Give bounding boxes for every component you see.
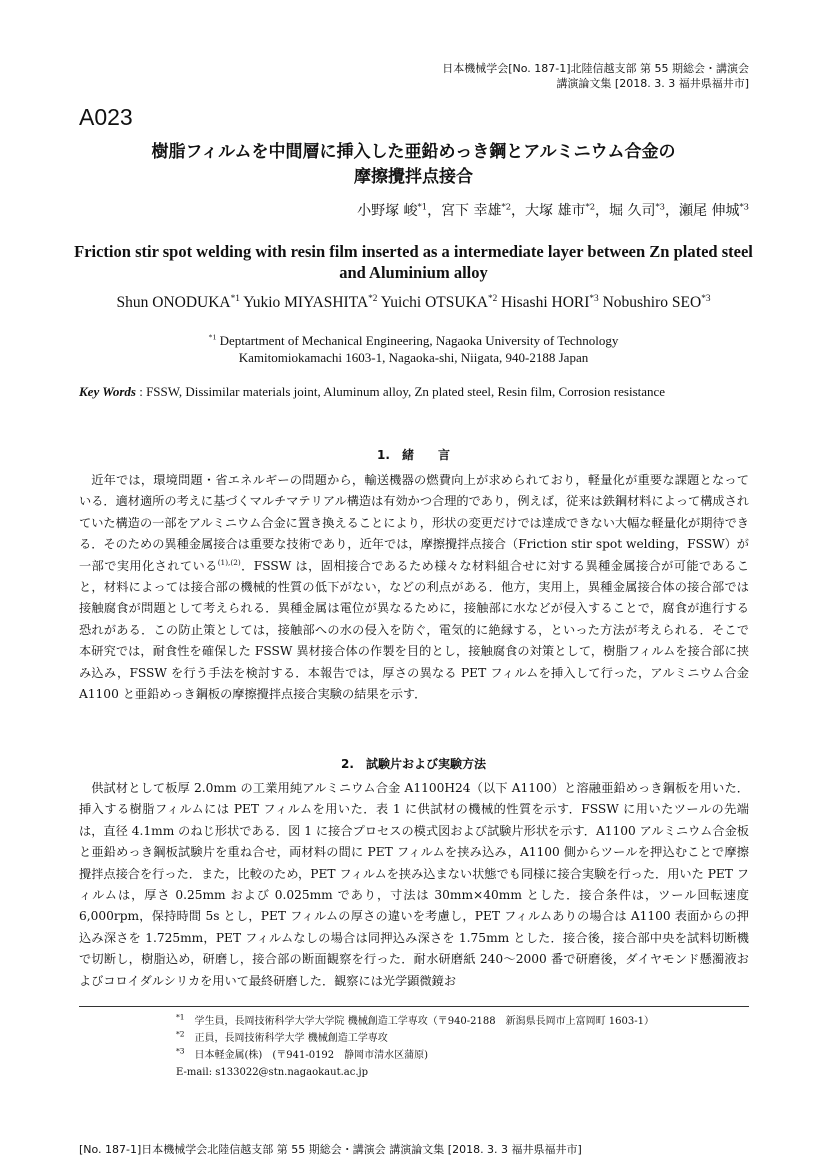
- author-en-mark: *2: [368, 293, 378, 304]
- author-ja-mark: *3: [739, 201, 749, 212]
- author-en-name: Yuichi OTSUKA: [380, 294, 488, 311]
- authors-en: [0, 294, 827, 312]
- author-ja-name: 堀 久司: [609, 203, 656, 219]
- running-header: [442, 61, 749, 91]
- author-ja-separator: ，: [595, 203, 610, 219]
- author-en-mark: *3: [589, 293, 599, 304]
- footnote-2: $^{*2}$ 正員，長岡技術科学大学 機械創造工学専攻: [176, 1029, 388, 1044]
- section-1-text-b: ．FSSW は，固相接合であるため様々な材料組合せに対する異種金属接合が可能であること，材料によっては接合部の機械的性質の低下がない，などの利点がある．他方，実用上，異種金属接合体の接合部では接触腐食が問題として考えられる．異種金属は電位が異なるために，接触部に水などが侵入することで，腐食が進行する恐れがある．この防止策としては，接触部への水の侵入を防ぐ，電気的に絶縁する，といった方法が考えられる．そこで本研究では，耐食性を確保した FSSW 異材接合体の作製を目的とし，接触腐食の対策として，樹脂フィルムを接合部に挟み込み，FSSW を行う手法を検討する．本報告では，厚さの異なる PET フィルムを挿入して行った，アルミニウム合金 A1100 と亜鉛めっき鋼板の摩擦攪拌点接合実験の結果を示す．: [79, 558, 750, 702]
- keywords-text: : FSSW, Dissimilar materials joint, Aluminum alloy, Zn plated steel, Resin film, Corrosion resistance: [135, 384, 666, 399]
- section-2-body: 供試材として板厚 2.0mm の工業用純アルミニウム合金 A1100H24（以下 A1100）と溶融亜鉛めっき鋼板を用いた．挿入する樹脂フィルムには PET フィルムを用いた．表 1 に供試材の機械的性質を示す．FSSW に用いたツールの先端は，直径 4.1mm のねじ形状である．図 1 に接合プロセスの模式図および試験片形状を示す．A1100 アルミニウム合金板と亜鉛めっき鋼板試験片を重ね合せ，両材料の間に PET フィルムを挟み込み，A1100 側からツールを押込むことで摩擦攪拌点接合を行った．また，比較のため，PET フィルムを挟み込まない状態でも同様に接合実験を行った．用いた PET フィルムは，厚さ 0.25mm および 0.025mm であり，寸法は 30mm×40mm とした．接合条件は，ツール回転速度 6,000rpm，保持時間 5s とし，PET フィルムの厚さの違いを考慮し，PET フィルムありの場合は A1100 表面からの押込み深さを 1.725mm，PET フィルムなしの場合は同押込み深さを 1.75mm とした．接合後，接合部中央を試料切断機で切断し，樹脂込め，研磨し，接合部の断面観察を行った．耐水研磨紙 240～2000 番で研磨後，ダイヤモンド懸濁液およびコロイダルシリカを用いて最終研磨した．観察には光学顕微鏡お: [79, 781, 749, 988]
- header-line-1: 日本機械学会[No. 187-1]北陸信越支部 第 55 期総会・講演会: [442, 62, 749, 75]
- author-ja-mark: *2: [501, 201, 512, 212]
- author-en-name: Nobushiro SEO: [602, 294, 702, 311]
- footnote-rule: [79, 1006, 749, 1007]
- footnote-3: $^{*3}$ 日本軽金属(株) (〒941-0192 静岡市清水区蒲原): [176, 1046, 429, 1061]
- author-ja-separator: ，: [665, 203, 680, 219]
- author-en-mark: *1: [230, 293, 240, 304]
- citation-ref: (1),(2): [217, 557, 241, 567]
- author-en-name: Hisashi HORI: [501, 294, 590, 311]
- author-en-name: Yukio MIYASHITA: [243, 294, 369, 311]
- footnote-1: $^{*1}$ 学生員，長岡技術科学大学大学院 機械創造工学専攻（〒940-2188 新潟県長岡市上富岡町 1603-1）: [176, 1012, 654, 1027]
- author-en-name: Shun ONODUKA: [116, 294, 231, 311]
- affiliation-mark: *1: [208, 332, 217, 342]
- footnotes: [88, 1012, 654, 1081]
- author-ja-name: 瀬尾 伸城: [679, 203, 740, 219]
- affiliation-line-1: [0, 333, 827, 349]
- authors-ja: [357, 200, 749, 220]
- title-ja-line-2: 摩擦攪拌点接合: [354, 167, 473, 187]
- author-ja-separator: ，: [427, 203, 442, 219]
- title-en-line-2: and Aluminium alloy: [339, 263, 488, 282]
- author-ja-separator: ，: [511, 203, 526, 219]
- section-1-body: [79, 470, 749, 705]
- author-ja-name: 大塚 雄市: [525, 203, 586, 219]
- title-en-line-1: Friction stir spot welding with resin film inserted as a intermediate layer between Zn plated steel: [74, 242, 753, 261]
- section-1-text-a: 近年では，環境問題・省エネルギーの問題から，輸送機器の燃費向上が求められており，軽量化が重要な課題となっている．適材適所の考えに基づくマルチマテリアル構造は有効かつ合理的であり，例えば，従来は鉄鋼材料によって構成されていた構造の一部をアルミニウム合金に置き換えることにより，形状の変更だけでは達成できない大幅な軽量化が期待できる．そのための異種金属接合は重要な技術であり，近年では，摩擦攪拌点接合（Friction stir spot welding，FSSW）が一部で実用化されている: [79, 473, 749, 573]
- author-ja-mark: *3: [655, 201, 666, 212]
- keywords: [79, 384, 665, 400]
- affiliation-text-1: Deptartment of Mechanical Engineering, Nagaoka University of Technology: [219, 333, 619, 348]
- author-ja-mark: *2: [585, 201, 596, 212]
- author-en-mark: *3: [701, 293, 711, 304]
- author-ja-name: 宮下 幸雄: [441, 203, 502, 219]
- paper-code: A023: [79, 104, 133, 130]
- title-ja-line-1: 樹脂フィルムを中間層に挿入した亜鉛めっき鋼とアルミニウム合金の: [151, 142, 676, 162]
- affiliation-line-2: Kamitomiokamachi 1603-1, Nagaoka-shi, Niigata, 940-2188 Japan: [238, 350, 589, 365]
- header-line-2: 講演論文集 [2018. 3. 3 福井県福井市]: [556, 77, 749, 90]
- keywords-label: Key Words: [79, 384, 136, 399]
- footnote-email: E-mail: s133022@stn.nagaokaut.ac.jp: [176, 1067, 369, 1078]
- author-en-mark: *2: [487, 293, 498, 304]
- author-ja-mark: *1: [417, 201, 428, 212]
- author-ja-name: 小野塚 峻: [357, 203, 418, 219]
- page-footer: [No. 187-1]日本機械学会北陸信越支部 第 55 期総会・講演会 講演論文集 [2018. 3. 3 福井県福井市]: [79, 1143, 582, 1156]
- section-1-heading: 1. 緒 言: [377, 448, 450, 462]
- section-2-heading: 2. 試験片および実験方法: [341, 757, 486, 771]
